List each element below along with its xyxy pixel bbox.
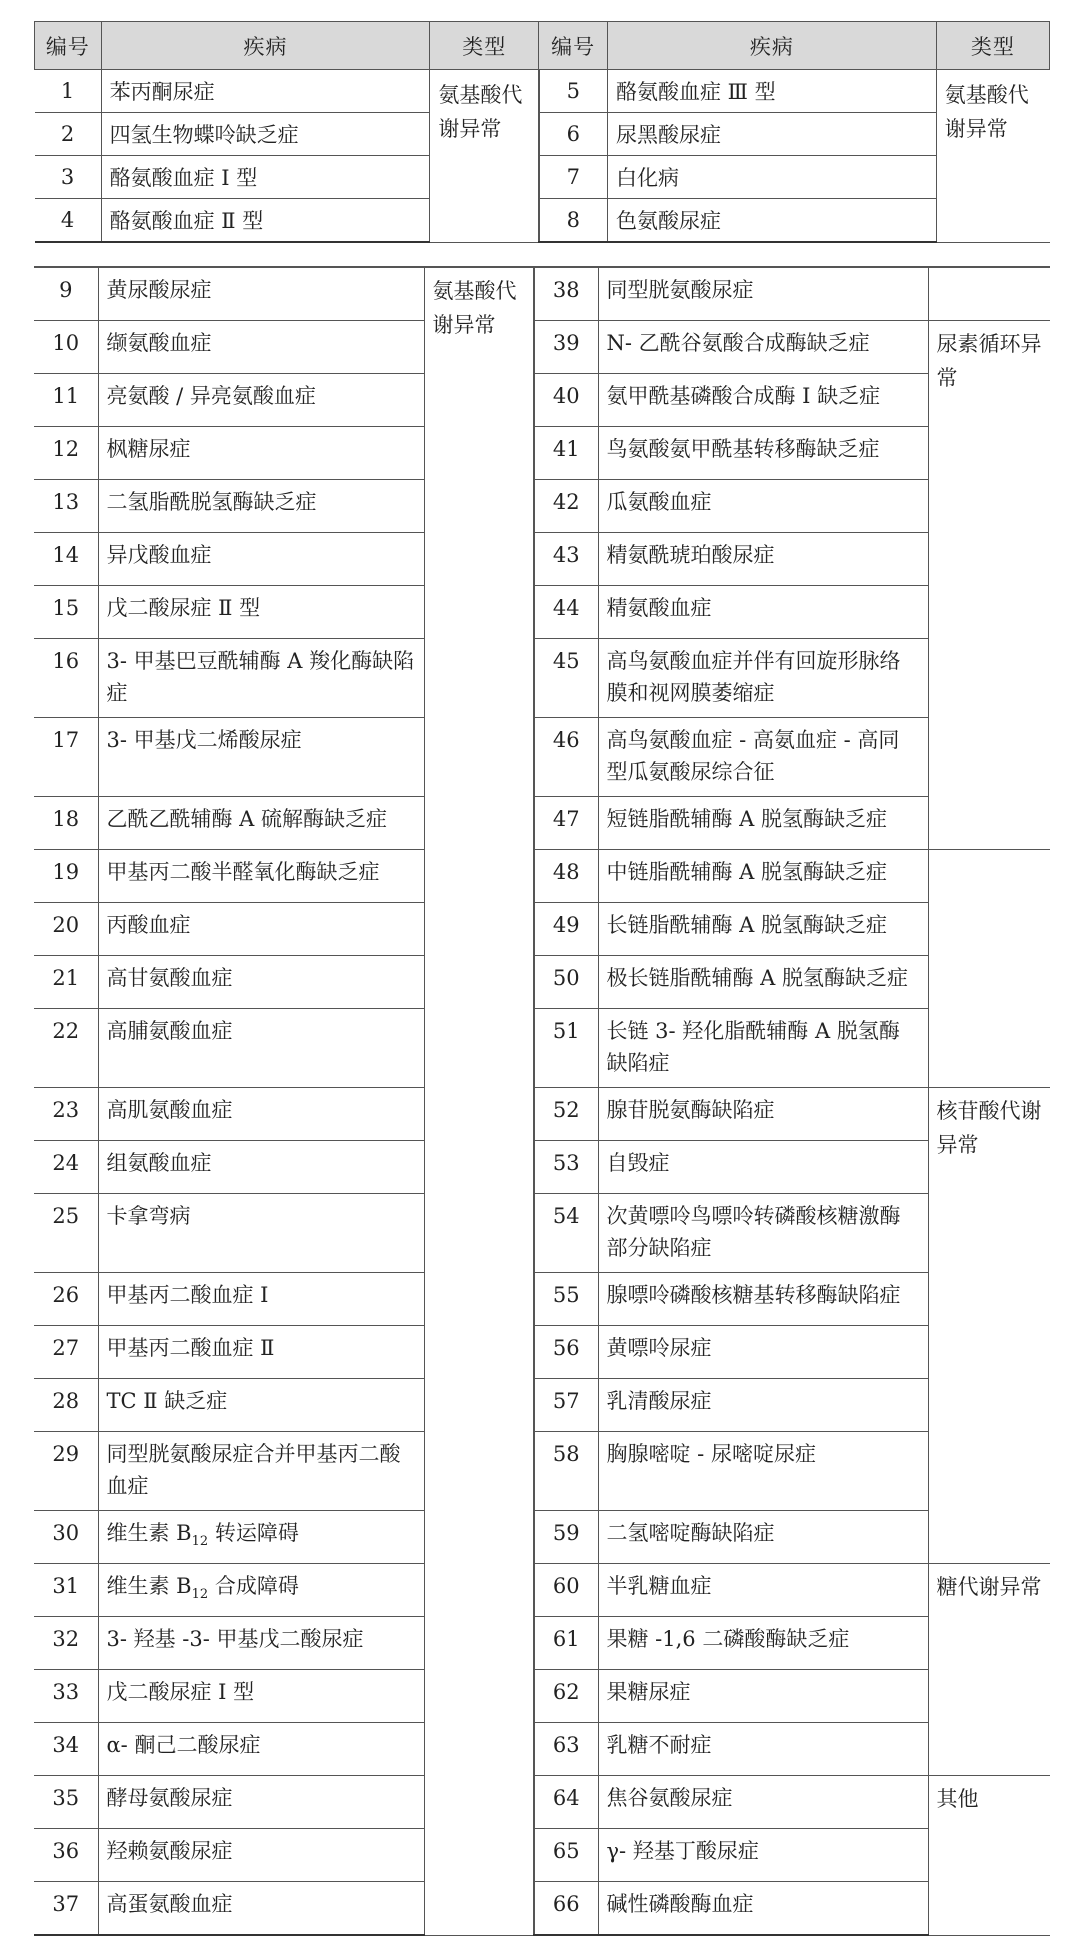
disease-name: 次黄嘌呤鸟嘌呤转磷酸核糖激酶部分缺陷症: [598, 1194, 928, 1273]
header-number: 编号: [35, 22, 102, 70]
row-number: 41: [534, 427, 598, 480]
disease-name: 四氢生物蝶呤缺乏症: [101, 113, 430, 156]
disease-name: 卡拿弯病: [98, 1194, 424, 1273]
table-row: [34, 374, 1050, 427]
disease-name: 二氢脂酰脱氢酶缺乏症: [98, 480, 424, 533]
row-number: 62: [534, 1670, 598, 1723]
row-number: 50: [534, 956, 598, 1009]
row-number: 58: [534, 1432, 598, 1511]
type-cell: 氨基酸代谢异常: [424, 267, 534, 1935]
disease-name: 乳清酸尿症: [598, 1379, 928, 1432]
row-number: 23: [34, 1088, 98, 1141]
type-cell: 核苷酸代谢异常: [928, 1088, 1050, 1564]
disease-name: [98, 1511, 424, 1564]
row-number: 31: [34, 1564, 98, 1617]
table-row: [34, 1141, 1050, 1194]
type-cell: 糖代谢异常: [928, 1564, 1050, 1776]
disease-name: 高鸟氨酸血症并伴有回旋形脉络膜和视网膜萎缩症: [598, 639, 928, 718]
disease-name: 酪氨酸血症 Ⅲ 型: [608, 70, 937, 113]
row-number: 64: [534, 1776, 598, 1829]
disease-name-part: 转运障碍: [208, 1521, 299, 1545]
disease-name: 羟赖氨酸尿症: [98, 1829, 424, 1882]
disease-name: 高甘氨酸血症: [98, 956, 424, 1009]
row-number: 17: [34, 718, 98, 797]
row-number: 8: [539, 199, 608, 243]
disease-name: 白化病: [608, 156, 937, 199]
table-row: [34, 1882, 1050, 1936]
disease-name: α- 酮己二酸尿症: [98, 1723, 424, 1776]
row-number: 40: [534, 374, 598, 427]
row-number: 48: [534, 850, 598, 903]
top-disease-table: [34, 21, 1050, 243]
header-type: 类型: [430, 22, 539, 70]
disease-name: 乳糖不耐症: [598, 1723, 928, 1776]
disease-name-part: 维生素 B: [106, 1574, 192, 1598]
table-row: [35, 70, 1050, 113]
disease-name: TC Ⅱ 缺乏症: [98, 1379, 424, 1432]
header-type-right: 类型: [936, 22, 1049, 70]
disease-name: 长链脂酰辅酶 A 脱氢酶缺乏症: [598, 903, 928, 956]
row-number: 49: [534, 903, 598, 956]
disease-name-part: 维生素 B: [106, 1521, 192, 1545]
row-number: 4: [35, 199, 102, 243]
disease-name-subscript: 12: [191, 1534, 209, 1550]
row-number: 22: [34, 1009, 98, 1088]
disease-name: 黄嘌呤尿症: [598, 1326, 928, 1379]
disease-name: 3- 羟基 -3- 甲基戊二酸尿症: [98, 1617, 424, 1670]
table-row: [34, 850, 1050, 903]
disease-name: 缬氨酸血症: [98, 321, 424, 374]
disease-name: 焦谷氨酸尿症: [598, 1776, 928, 1829]
bottom-table-body: [34, 267, 1050, 1935]
table-row: [34, 427, 1050, 480]
table-row: [34, 1617, 1050, 1670]
row-number: 54: [534, 1194, 598, 1273]
disease-name: 色氨酸尿症: [608, 199, 937, 243]
table-row: [34, 1379, 1050, 1432]
disease-name: 同型胱氨酸尿症合并甲基丙二酸血症: [98, 1432, 424, 1511]
row-number: 1: [35, 70, 102, 113]
row-number: 56: [534, 1326, 598, 1379]
row-number: 26: [34, 1273, 98, 1326]
row-number: 53: [534, 1141, 598, 1194]
disease-name: 尿黑酸尿症: [608, 113, 937, 156]
row-number: 55: [534, 1273, 598, 1326]
table-row: [35, 199, 1050, 243]
row-number: 38: [534, 267, 598, 321]
disease-name: 同型胱氨酸尿症: [598, 267, 928, 321]
top-header-row: [35, 22, 1050, 70]
disease-name: 丙酸血症: [98, 903, 424, 956]
disease-name: 甲基丙二酸血症 Ⅰ: [98, 1273, 424, 1326]
disease-name: [98, 1564, 424, 1617]
table-row: [34, 586, 1050, 639]
row-number: 36: [34, 1829, 98, 1882]
disease-name: 二氢嘧啶酶缺陷症: [598, 1511, 928, 1564]
row-number: 60: [534, 1564, 598, 1617]
disease-name: 组氨酸血症: [98, 1141, 424, 1194]
disease-name: 高脯氨酸血症: [98, 1009, 424, 1088]
disease-name: N- 乙酰谷氨酸合成酶缺乏症: [598, 321, 928, 374]
table-row: [34, 956, 1050, 1009]
row-number: 43: [534, 533, 598, 586]
type-cell: 氨基酸代谢异常: [936, 70, 1049, 243]
disease-name: 异戊酸血症: [98, 533, 424, 586]
table-row: [34, 718, 1050, 797]
row-number: 66: [534, 1882, 598, 1936]
row-number: 3: [35, 156, 102, 199]
table-row: [34, 1670, 1050, 1723]
table-row: [34, 1564, 1050, 1617]
table-row: [34, 1723, 1050, 1776]
row-number: 16: [34, 639, 98, 718]
disease-name: 酪氨酸血症 Ⅰ 型: [101, 156, 430, 199]
row-number: 18: [34, 797, 98, 850]
disease-name: 中链脂酰辅酶 A 脱氢酶缺乏症: [598, 850, 928, 903]
disease-name: 氨甲酰基磷酸合成酶 Ⅰ 缺乏症: [598, 374, 928, 427]
header-number-right: 编号: [539, 22, 608, 70]
row-number: 39: [534, 321, 598, 374]
row-number: 65: [534, 1829, 598, 1882]
row-number: 21: [34, 956, 98, 1009]
row-number: 46: [534, 718, 598, 797]
type-cell-empty: [928, 267, 1050, 321]
disease-name: 极长链脂酰辅酶 A 脱氢酶缺乏症: [598, 956, 928, 1009]
row-number: 7: [539, 156, 608, 199]
row-number: 57: [534, 1379, 598, 1432]
row-number: 34: [34, 1723, 98, 1776]
disease-name: 酪氨酸血症 Ⅱ 型: [101, 199, 430, 243]
row-number: 19: [34, 850, 98, 903]
disease-name: 亮氨酸 / 异亮氨酸血症: [98, 374, 424, 427]
row-number: 28: [34, 1379, 98, 1432]
row-number: 33: [34, 1670, 98, 1723]
disease-name: 胸腺嘧啶 - 尿嘧啶尿症: [598, 1432, 928, 1511]
table-row: [34, 797, 1050, 850]
row-number: 12: [34, 427, 98, 480]
row-number: 11: [34, 374, 98, 427]
type-cell: 其他: [928, 1776, 1050, 1936]
disease-name-subscript: 12: [191, 1587, 209, 1603]
row-number: 51: [534, 1009, 598, 1088]
type-cell: 尿素循环异常: [928, 321, 1050, 850]
row-number: 47: [534, 797, 598, 850]
row-number: 10: [34, 321, 98, 374]
disease-name: 瓜氨酸血症: [598, 480, 928, 533]
disease-name: 酵母氨酸尿症: [98, 1776, 424, 1829]
row-number: 44: [534, 586, 598, 639]
disease-name: 甲基丙二酸半醛氧化酶缺乏症: [98, 850, 424, 903]
disease-name: 乙酰乙酰辅酶 A 硫解酶缺乏症: [98, 797, 424, 850]
type-cell: 氨基酸代谢异常: [430, 70, 539, 243]
disease-name: 精氨酸血症: [598, 586, 928, 639]
bottom-disease-table: [34, 266, 1050, 1936]
disease-name: 长链 3- 羟化脂酰辅酶 A 脱氢酶缺陷症: [598, 1009, 928, 1088]
disease-name: 枫糖尿症: [98, 427, 424, 480]
disease-name: 碱性磷酸酶血症: [598, 1882, 928, 1936]
table-row: [34, 1829, 1050, 1882]
row-number: 37: [34, 1882, 98, 1936]
row-number: 32: [34, 1617, 98, 1670]
disease-name-part: 合成障碍: [208, 1574, 299, 1598]
row-number: 15: [34, 586, 98, 639]
table-row: [34, 1511, 1050, 1564]
table-row: [34, 903, 1050, 956]
row-number: 27: [34, 1326, 98, 1379]
disease-name: 果糖 -1,6 二磷酸酶缺乏症: [598, 1617, 928, 1670]
table-row: [34, 480, 1050, 533]
disease-name: γ- 羟基丁酸尿症: [598, 1829, 928, 1882]
disease-name: 鸟氨酸氨甲酰基转移酶缺乏症: [598, 427, 928, 480]
table-row: [35, 156, 1050, 199]
table-row: [34, 533, 1050, 586]
row-number: 29: [34, 1432, 98, 1511]
row-number: 59: [534, 1511, 598, 1564]
row-number: 6: [539, 113, 608, 156]
row-number: 13: [34, 480, 98, 533]
row-number: 35: [34, 1776, 98, 1829]
table-row: [34, 639, 1050, 718]
disease-name: 3- 甲基戊二烯酸尿症: [98, 718, 424, 797]
disease-name: 半乳糖血症: [598, 1564, 928, 1617]
disease-name: 甲基丙二酸血症 Ⅱ: [98, 1326, 424, 1379]
row-number: 61: [534, 1617, 598, 1670]
table-row: [34, 321, 1050, 374]
row-number: 24: [34, 1141, 98, 1194]
row-number: 52: [534, 1088, 598, 1141]
row-number: 20: [34, 903, 98, 956]
header-disease: 疾病: [101, 22, 430, 70]
table-row: [34, 1088, 1050, 1141]
table-row: [34, 1326, 1050, 1379]
row-number: 25: [34, 1194, 98, 1273]
disease-name: 自毁症: [598, 1141, 928, 1194]
row-number: 63: [534, 1723, 598, 1776]
disease-name: 腺嘌呤磷酸核糖基转移酶缺陷症: [598, 1273, 928, 1326]
disease-name: 高肌氨酸血症: [98, 1088, 424, 1141]
disease-name: 黄尿酸尿症: [98, 267, 424, 321]
disease-name: 精氨酰琥珀酸尿症: [598, 533, 928, 586]
disease-name: 3- 甲基巴豆酰辅酶 A 羧化酶缺陷症: [98, 639, 424, 718]
table-row: [34, 1194, 1050, 1273]
disease-name: 腺苷脱氨酶缺陷症: [598, 1088, 928, 1141]
row-number: 2: [35, 113, 102, 156]
disease-name: 戊二酸尿症 Ⅱ 型: [98, 586, 424, 639]
disease-name: 高蛋氨酸血症: [98, 1882, 424, 1936]
table-row: [34, 1009, 1050, 1088]
row-number: 14: [34, 533, 98, 586]
table-row: [34, 1432, 1050, 1511]
row-number: 30: [34, 1511, 98, 1564]
table-row: [34, 1273, 1050, 1326]
disease-name: 戊二酸尿症 Ⅰ 型: [98, 1670, 424, 1723]
table-row: [34, 1776, 1050, 1829]
disease-name: 果糖尿症: [598, 1670, 928, 1723]
table-row: [34, 267, 1050, 321]
row-number: 9: [34, 267, 98, 321]
row-number: 45: [534, 639, 598, 718]
disease-name: 短链脂酰辅酶 A 脱氢酶缺乏症: [598, 797, 928, 850]
header-disease-right: 疾病: [608, 22, 937, 70]
row-number: 42: [534, 480, 598, 533]
disease-name: 苯丙酮尿症: [101, 70, 430, 113]
disease-name: 高鸟氨酸血症 - 高氨血症 - 高同型瓜氨酸尿综合征: [598, 718, 928, 797]
row-number: 5: [539, 70, 608, 113]
table-row: [35, 113, 1050, 156]
